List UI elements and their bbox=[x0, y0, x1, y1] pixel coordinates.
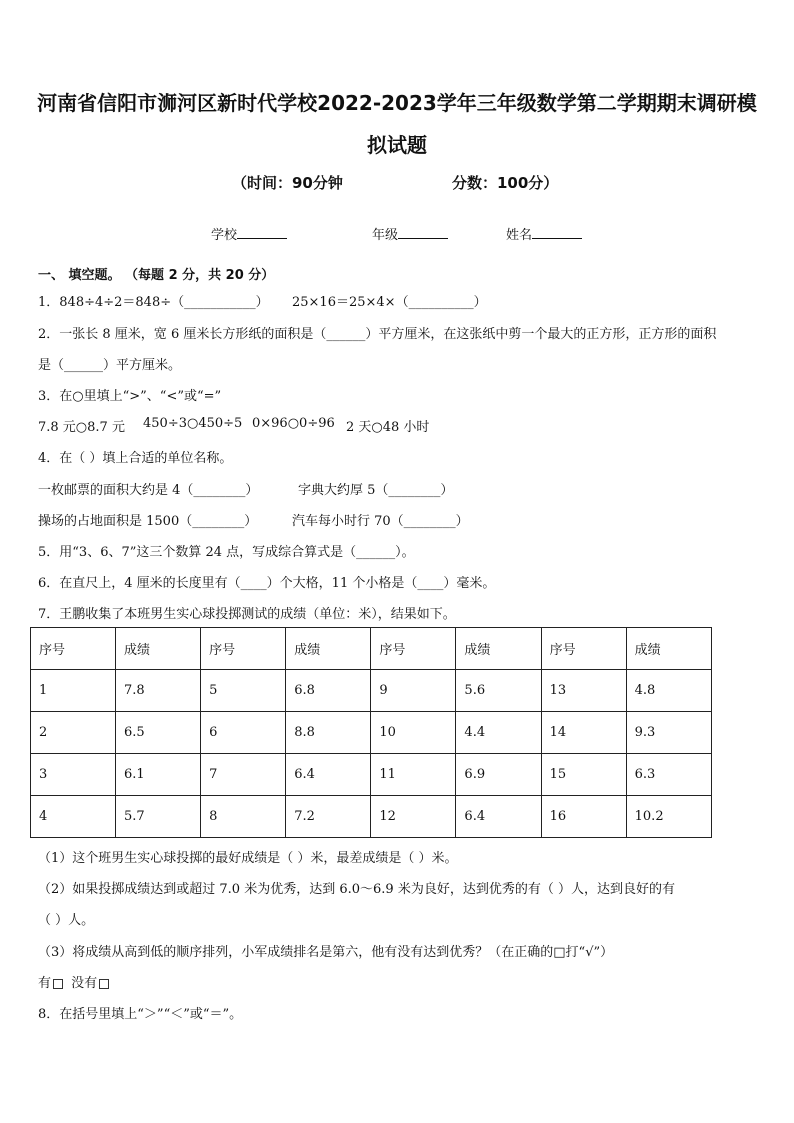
question-3d: 2 天○48 小时 bbox=[346, 420, 430, 435]
question-4: 4．在（ ）填上合适的单位名称。 bbox=[38, 451, 233, 466]
question-4c: 操场的占地面积是 1500（________） bbox=[38, 514, 258, 529]
table-header-row bbox=[31, 628, 712, 670]
table-cell: 15 bbox=[541, 754, 626, 796]
question-7-options bbox=[38, 972, 113, 991]
question-2a: 2．一张长 8 厘米，宽 6 厘米长方形纸的面积是（______）平方厘米，在这张纸中剪一个最大的正方形，正方形的面积 bbox=[38, 327, 717, 342]
table-cell: 8.8 bbox=[286, 712, 371, 754]
name-blank[interactable] bbox=[532, 226, 582, 239]
table-cell: 4 bbox=[31, 796, 116, 838]
grade-label: 年级 bbox=[372, 228, 399, 243]
table-header-cell: 序号 bbox=[371, 628, 456, 670]
question-3c: 0×96○0÷96 bbox=[252, 416, 335, 431]
question-7-part2b: （ ）人。 bbox=[38, 913, 95, 928]
table-cell: 10 bbox=[371, 712, 456, 754]
table-cell: 5.7 bbox=[116, 796, 201, 838]
table-cell: 1 bbox=[31, 670, 116, 712]
table-row bbox=[31, 670, 712, 712]
name-field bbox=[506, 224, 582, 243]
table-header-cell: 成绩 bbox=[286, 628, 371, 670]
table-cell: 6.5 bbox=[116, 712, 201, 754]
grade-field bbox=[372, 224, 448, 243]
question-6: 6．在直尺上，4 厘米的长度里有（____）个大格，11 个小格是（____）毫米。 bbox=[38, 576, 496, 591]
table-cell: 9.3 bbox=[626, 712, 711, 754]
table-cell: 6.1 bbox=[116, 754, 201, 796]
question-7-part3: （3）将成绩从高到低的顺序排列，小军成绩排名是第六，他有没有达到优秀？（在正确的□打“√”） bbox=[38, 945, 614, 960]
table-header-cell: 成绩 bbox=[456, 628, 541, 670]
question-3a: 7.8 元○8.7 元 bbox=[38, 420, 125, 435]
question-5: 5．用“3、6、7”这三个数算 24 点，写成综合算式是（______）。 bbox=[38, 545, 415, 560]
grade-blank[interactable] bbox=[398, 226, 448, 239]
table-cell: 14 bbox=[541, 712, 626, 754]
table-cell: 11 bbox=[371, 754, 456, 796]
table-cell: 10.2 bbox=[626, 796, 711, 838]
table-cell: 16 bbox=[541, 796, 626, 838]
table-row bbox=[31, 712, 712, 754]
table-cell: 6.4 bbox=[456, 796, 541, 838]
page-title: 河南省信阳市浉河区新时代学校2022-2023学年三年级数学第二学期期末调研模拟试题 bbox=[37, 91, 757, 157]
table-header-cell: 序号 bbox=[31, 628, 116, 670]
question-7-part1: （1）这个班男生实心球投掷的最好成绩是（ ）米，最差成绩是（ ）米。 bbox=[38, 851, 458, 866]
school-field bbox=[211, 224, 287, 243]
school-label: 学校 bbox=[211, 228, 238, 243]
table-cell: 6.8 bbox=[286, 670, 371, 712]
exam-score: 分数：100分） bbox=[452, 174, 559, 192]
table-header-cell: 成绩 bbox=[626, 628, 711, 670]
question-8: 8．在括号里填上“＞”“＜”或“＝”。 bbox=[38, 1007, 243, 1022]
question-7: 7．王鹏收集了本班男生实心球投掷测试的成绩（单位：米），结果如下。 bbox=[38, 607, 456, 622]
table-cell: 7.2 bbox=[286, 796, 371, 838]
table-header-cell: 成绩 bbox=[116, 628, 201, 670]
table-cell: 6 bbox=[201, 712, 286, 754]
option-yes-label: 有 bbox=[38, 976, 52, 991]
table-cell: 5 bbox=[201, 670, 286, 712]
table-cell: 8 bbox=[201, 796, 286, 838]
name-label: 姓名 bbox=[506, 228, 533, 243]
table-header-cell: 序号 bbox=[541, 628, 626, 670]
exam-time: （时间：90分钟 bbox=[232, 174, 343, 192]
table-row bbox=[31, 796, 712, 838]
table-cell: 7 bbox=[201, 754, 286, 796]
table-cell: 7.8 bbox=[116, 670, 201, 712]
option-yes-checkbox[interactable] bbox=[53, 979, 63, 989]
table-cell: 13 bbox=[541, 670, 626, 712]
question-4a: 一枚邮票的面积大约是 4（________） bbox=[38, 483, 259, 498]
table-cell: 4.8 bbox=[626, 670, 711, 712]
table-cell: 4.4 bbox=[456, 712, 541, 754]
table-cell: 12 bbox=[371, 796, 456, 838]
question-1a: 1．848÷4÷2＝848÷（___________） bbox=[38, 295, 269, 310]
table-header-cell: 序号 bbox=[201, 628, 286, 670]
option-no-checkbox[interactable] bbox=[99, 979, 109, 989]
table-cell: 2 bbox=[31, 712, 116, 754]
table-cell: 9 bbox=[371, 670, 456, 712]
school-blank[interactable] bbox=[237, 226, 287, 239]
table-cell: 5.6 bbox=[456, 670, 541, 712]
question-1b: 25×16＝25×4×（__________） bbox=[292, 295, 487, 310]
option-no-label: 没有 bbox=[71, 976, 98, 991]
section-heading: 一、 填空题。 （每题 2 分，共 20 分） bbox=[38, 268, 275, 283]
scores-table bbox=[30, 627, 712, 838]
question-4b: 字典大约厚 5（________） bbox=[298, 483, 454, 498]
question-3b: 450÷3○450÷5 bbox=[143, 416, 243, 431]
table-cell: 6.3 bbox=[626, 754, 711, 796]
question-2b: 是（______）平方厘米。 bbox=[38, 358, 182, 373]
table-cell: 3 bbox=[31, 754, 116, 796]
table-row bbox=[31, 754, 712, 796]
question-3: 3．在○里填上“>”、“<”或“=” bbox=[38, 389, 222, 404]
question-7-part2a: （2）如果投掷成绩达到或超过 7.0 米为优秀，达到 6.0～6.9 米为良好，达到优秀的有（ ）人，达到良好的有 bbox=[38, 882, 675, 897]
table-cell: 6.9 bbox=[456, 754, 541, 796]
question-4d: 汽车每小时行 70（________） bbox=[292, 514, 469, 529]
table-cell: 6.4 bbox=[286, 754, 371, 796]
